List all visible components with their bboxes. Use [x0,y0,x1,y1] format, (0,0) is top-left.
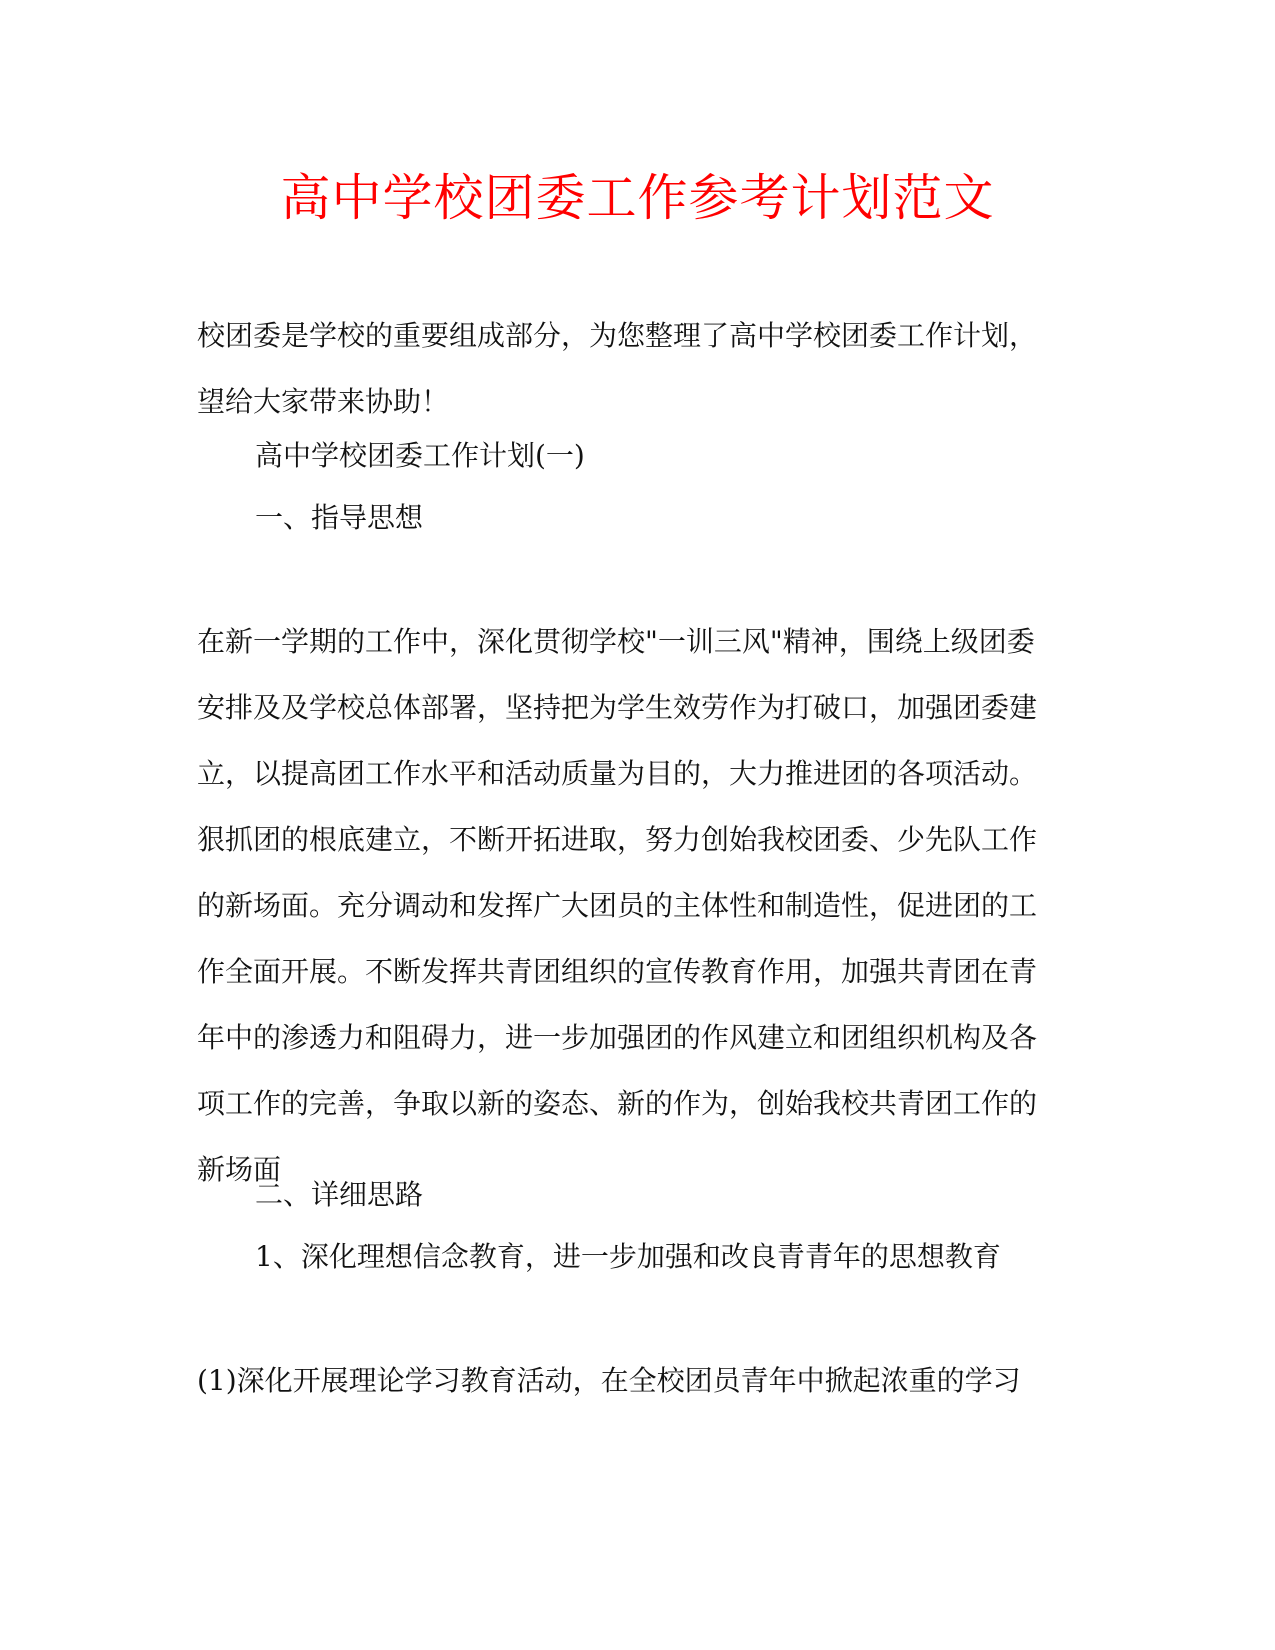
section1-paragraph [197,609,1082,1203]
section1-line: 新场面 [197,1153,282,1186]
section1-heading: 一、指导思想 [255,501,424,534]
document-title: 高中学校团委工作参考计划范文 [280,169,995,227]
section1-line: 安排及及学校总体部署，坚持把为学生效劳作为打破口，加强团委建 [197,691,1038,724]
intro-line: 校团委是学校的重要组成部分，为您整理了高中学校团委工作计划， [197,319,1038,352]
section2-heading: 二、详细思路 [255,1178,424,1211]
item1-sub-paragraph: (1)深化开展理论学习教育活动，在全校团员青年中掀起浓重的学习 [197,1364,1021,1397]
intro-line: 望给大家带来协助！ [197,385,450,418]
section1-line: 狠抓团的根底建立，不断开拓进取，努力创始我校团委、少先队工作 [197,823,1038,856]
intro-paragraph [197,303,1082,435]
section1-line: 立，以提高团工作水平和活动质量为目的，大力推进团的各项活动。 [197,757,1038,790]
section1-line: 年中的渗透力和阻碍力，进一步加强团的作风建立和团组织机构及各 [197,1021,1038,1054]
plan-subtitle: 高中学校团委工作计划(一) [255,439,585,472]
section1-line: 的新场面。充分调动和发挥广大团员的主体性和制造性，促进团的工 [197,889,1038,922]
section1-line: 在新一学期的工作中，深化贯彻学校"一训三风"精神，围绕上级团委 [197,625,1035,658]
section1-line: 作全面开展。不断发挥共青团组织的宣传教育作用，加强共青团在青 [197,955,1038,988]
item1-heading: 1、深化理想信念教育，进一步加强和改良青青年的思想教育 [255,1240,1001,1273]
section1-line: 项工作的完善，争取以新的姿态、新的作为，创始我校共青团工作的 [197,1087,1038,1120]
